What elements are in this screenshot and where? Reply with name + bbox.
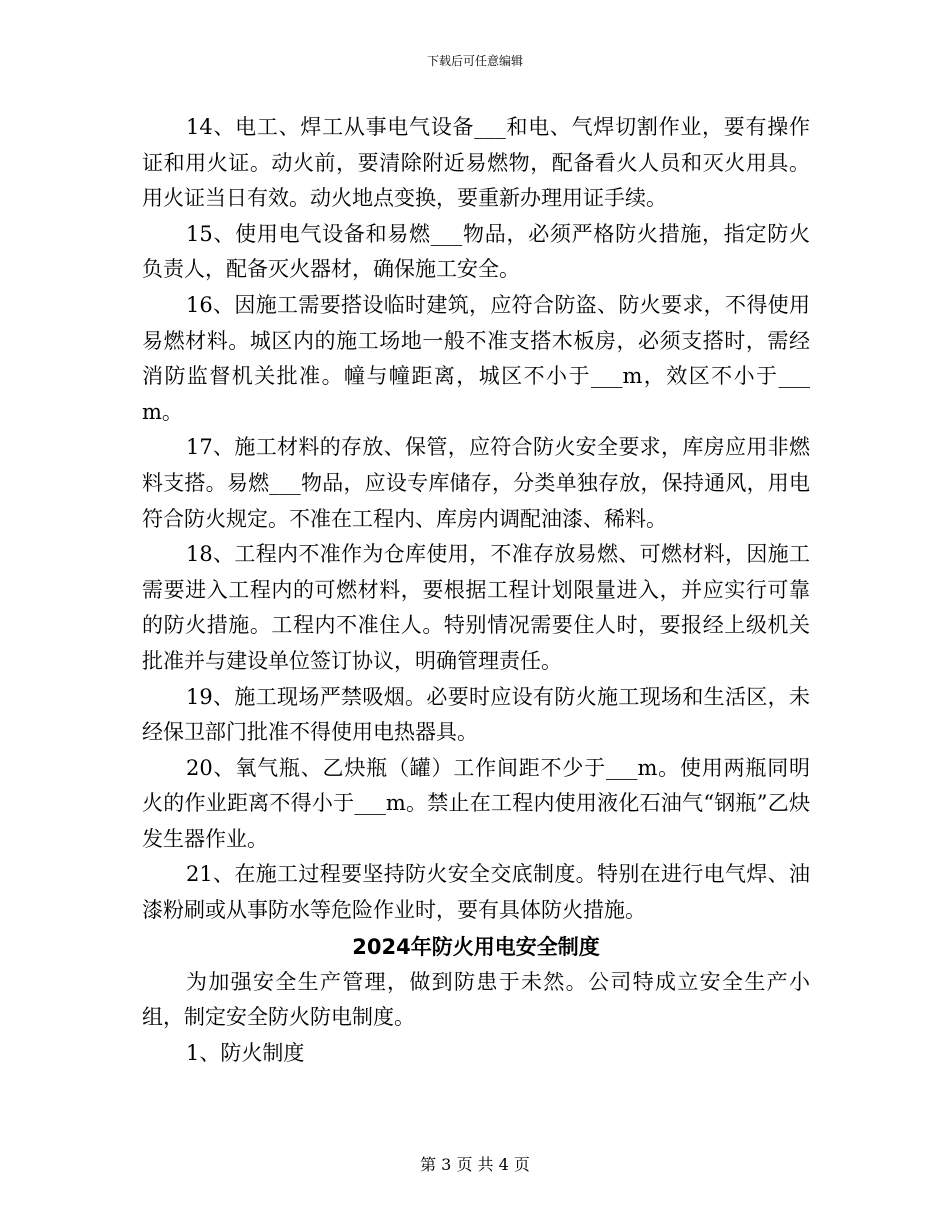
page-footer: 第 3 页 共 4 页 (420, 1155, 530, 1174)
paragraph-20: 20、氧气瓶、乙炔瓶（罐）工作间距不少于___m。使用两瓶同明火的作业距离不得小于___m。禁止在工程内使用液化石油气“钢瓶”乙炔发生器作业。 (142, 755, 810, 851)
document-body (142, 110, 810, 1071)
paragraph-19: 19、施工现场严禁吸烟。必要时应设有防火施工现场和生活区，未经保卫部门批准不得使用电热器具。 (142, 684, 810, 745)
paragraph-18: 18、工程内不准作为仓库使用，不准存放易燃、可燃材料，因施工需要进入工程内的可燃材料，要根据工程计划限量进入，并应实行可靠的防火措施。工程内不准住人。特别情况需要住人时，要报经上级机关批准并与建设单位签订协议，明确管理责任。 (142, 542, 810, 673)
section-intro-paragraph: 为加强安全生产管理，做到防患于未然。公司特成立安全生产小组，制定安全防火防电制度。 (142, 969, 810, 1030)
section-item-fire-rules: 1、防火制度 (186, 1040, 305, 1065)
section-title: 2024年防火用电安全制度 (352, 934, 600, 959)
paragraph-15: 15、使用电气设备和易燃___物品，必须严格防火措施，指定防火负责人，配备灭火器材，确保施工安全。 (142, 221, 810, 282)
paragraph-14: 14、电工、焊工从事电气设备___和电、气焊切割作业，要有操作证和用火证。动火前，要清除附近易燃物，配备看火人员和灭火用具。用火证当日有效。动火地点变换，要重新办理用证手续。 (142, 115, 810, 211)
page-header: 下载后可任意编辑 (426, 54, 523, 68)
paragraph-16: 16、因施工需要搭设临时建筑，应符合防盗、防火要求，不得使用易燃材料。城区内的施工场地一般不准支搭木板房，必须支搭时，需经消防监督机关批准。幢与幢距离，城区不小于___m，效区不小于___m。 (142, 292, 810, 424)
paragraph-21: 21、在施工过程要坚持防火安全交底制度。特别在进行电气焊、油漆粉刷或从事防水等危险作业时，要有具体防火措施。 (142, 862, 810, 923)
paragraph-17: 17、施工材料的存放、保管，应符合防火安全要求，库房应用非燃料支搭。易燃___物品，应设专库储存，分类单独存放，保持通风，用电符合防火规定。不准在工程内、库房内调配油漆、稀料。 (142, 435, 810, 531)
